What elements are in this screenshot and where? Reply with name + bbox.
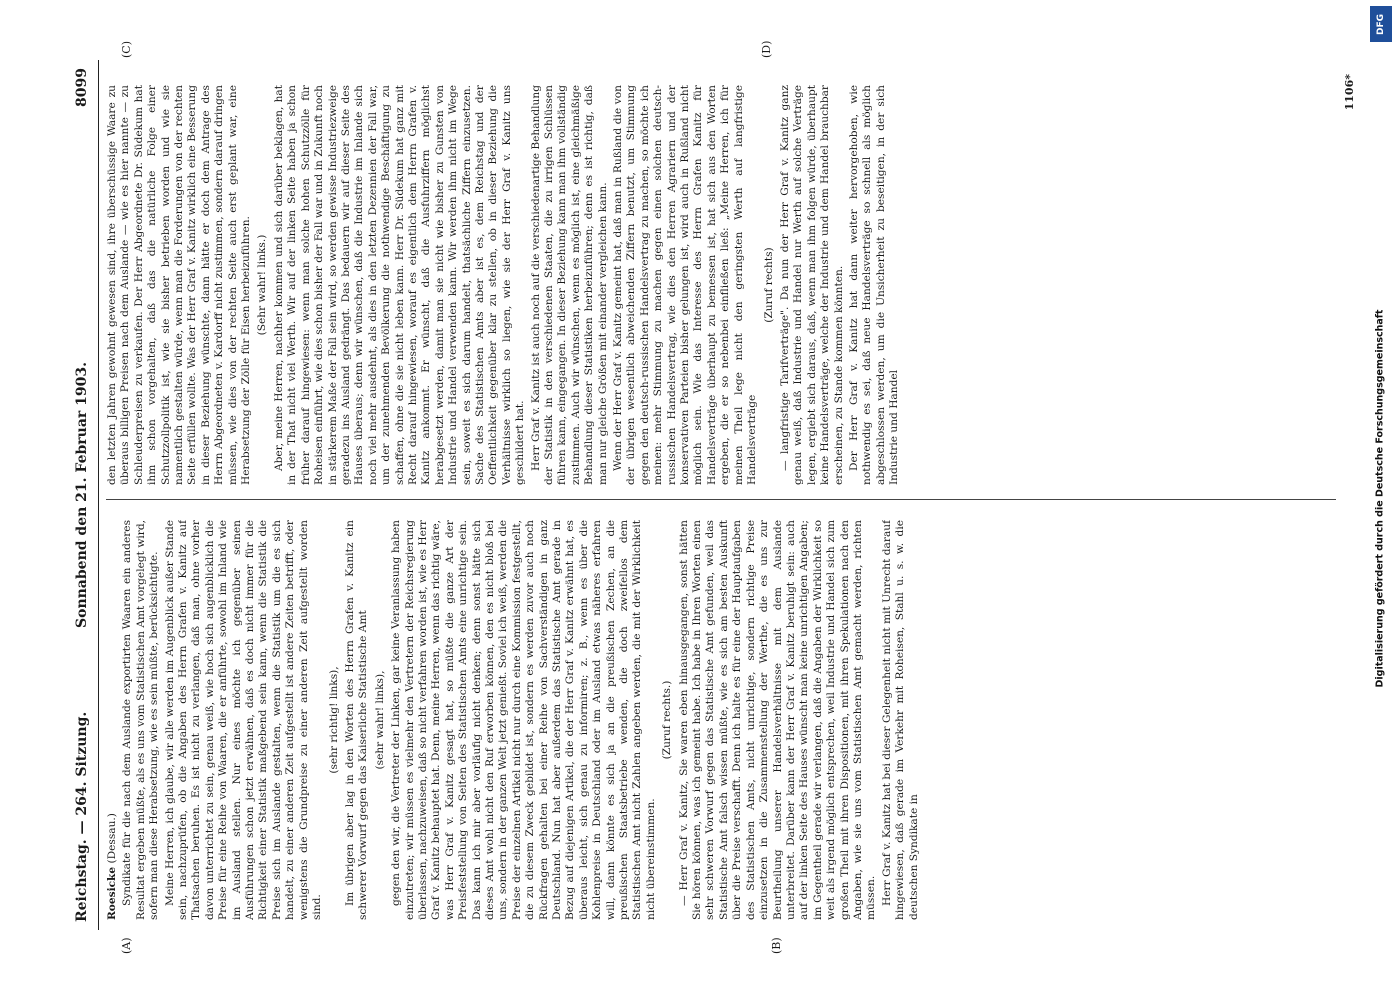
signature-mark: 1106* <box>1343 74 1356 111</box>
newspaper-page <box>70 40 1360 954</box>
paragraph: Herr Graf v. Kanitz hat bei dieser Gelegenheit nicht mit Unrecht darauf hingewiesen, daß gerade im Verkehr mit Roheisen, Stahl u. s. w. die deutschen Syndikate in <box>880 520 920 920</box>
interjection: (Sehr wahr! links.) <box>256 234 269 336</box>
speaker-name: Roesicke <box>106 866 118 920</box>
paragraph: Herr Graf v. Kanitz ist auch noch auf die verschiedenartige Behandlung der Statistik in den verschiedenen Staaten, die zu irrigen Schlüssen führen kann, eingegangen. In dieser Beziehung kann man ihm vollständig zustimmen. Auch wir wünschen, wenn es möglich ist, eine gleichmäßige Behandlung dieser Statistiken herbeizuführen; denn es ist richtig, daß man nur gleiche Größen mit einander vergleichen kann. <box>529 85 609 485</box>
column-divider <box>106 499 1336 500</box>
paragraph: Im übrigen aber lag in den Worten des Herrn Grafen v. Kanitz ein schwerer Vorwurf gegen das Kaiserliche Statistische Amt <box>343 520 370 920</box>
page-number: 8099 <box>74 68 90 107</box>
speaker-line <box>106 520 119 920</box>
digitization-text: Digitalisierung gefördert durch die Deutsche Forschungsgemeinschaft <box>1374 309 1386 688</box>
margin-marker-b: (B) <box>770 937 783 954</box>
paragraph: Syndikate für die nach dem Auslande exportirten Waaren ein anderes Resultat ergeben müßte, als es uns vom Statistischen Amt vorgelegt wird, sofern man diese Herabsetzung, wie es sein müßte, berücksichtigte. <box>121 520 161 920</box>
paragraph: — langfristige Tarifverträge". Da nun der Herr Graf v. Kanitz ganz genau weiß, daß Industrie und Handel nur Werth auf solche Verträge legen, ergiebt sich daraus, daß, wenn man ihm folgen würde, überhaupt keine Handelsverträge, welche der Industrie und dem Handel brauchbar erscheinen, zu Stande kommen könnten. <box>778 85 845 485</box>
right-column <box>106 85 1336 485</box>
interjection: (Zuruf rechts) <box>762 247 775 323</box>
paragraph: Meine Herren, ich glaube, wir alle werden im Augenblick außer Stande sein, nachzuprüfen, ob die Angaben des Herrn Grafen v. Kanitz auf Thatsachen beruhen. Es ist nicht zu verlangen, daß man, ohne vorher davon unterrichtet zu sein, genau weiß, wie hoch sich augenblicklich die Preise für eine Reihe von Waaren, die er anführte, sowohl im Inland wie im Ausland stellen. Nur eines möchte ich gegenüber seinen Ausführungen schon jetzt erwähnen, daß es doch nicht immer für die Richtigkeit einer Statistik maßgebend sein kann, wenn die Statistik die Preise sich im Auslande gestalten, wenn die Statistik um die es sich handelt, zu einer anderen Zeit aufgestellt ist andere Zeiten betrifft, oder wenigstens die Grundpreise zu einer anderen Zeit aufgestellt worden sind. <box>163 520 324 920</box>
speaker-party: (Dessau.) <box>106 813 118 864</box>
interjection: (sehr richtig! links), <box>327 666 340 774</box>
paragraph: — Herr Graf v. Kanitz, Sie waren eben hinausgegangen, sonst hätten Sie hören können, was ich gemeint habe. Ich habe in Ihren Worten einen sehr schweren Vorwurf gegen das Statistische Amt gefunden, weil das Statistische Amt falsch wissen müßte, wie es sich am besten Auskunft über die Preise verschafft. Denn ich halte es für eine der Hauptaufgaben des Statistischen Amts, nicht unrichtige, sondern richtige Preise einzusetzen in die Zusammenstellung der Werthe, die es uns zur Beurtheilung unserer Handelsverhältnisse mit dem Auslande unterbreitet. Darüber kann der Herr Graf v. Kanitz beruhigt sein: auch auf der linken Seite des Hauses wünscht man keine unrichtigen Angaben; im Gegentheil gerade wir verlangen, daß die Angaben der Wirklichkeit so weit als irgend möglich entsprechen, weil Industrie und Handel sich zum großen Theil mit ihren Dispositionen, mit ihren Spekulationen nach den Angaben, wie sie uns vom Statistischen Amt gemacht werden, richten müssen. <box>677 520 878 920</box>
header-left: Reichstag. — 264. Sitzung. <box>74 711 90 922</box>
header-date: Sonnabend den 21. Februar 1903. <box>74 362 90 628</box>
dfg-logo: DFG <box>1370 6 1392 42</box>
interjection: (sehr wahr! links), <box>373 670 386 770</box>
margin-marker-c: (C) <box>120 41 133 58</box>
page-header <box>70 60 99 930</box>
interjection: (Zuruf rechts.) <box>661 680 674 760</box>
paragraph: Aber, meine Herren, nachher kommen und sich darüber beklagen, hat in der That nicht viel Werth. Wir auf der linken Seite haben ja schon früher darauf hingewiesen: wenn man solche hohen Schutzzölle für Roheisen einführt, wie dies schon bisher der Fall war und in Zukunft noch in stärkerem Maße der Fall sein wird, so werden gewisse Industriezweige geradezu ins Ausland gedrängt. Das bedauern wir auf dieser Seite des Hauses überaus; denn wir wünschen, daß die Industrie im Inlande sich noch viel mehr ausdehnt, als dies in den letzten Dezennien der Fall war, um der zunehmenden Bevölkerung die nothwendige Beschäftigung zu schaffen, ohne die sie nicht leben kann. Herr Dr. Südekum hat ganz mit Recht darauf hingewiesen, worauf es eigentlich dem Herrn Grafen v. Kanitz ankommt. Er wünscht, daß die Ausfuhrziffern möglichst herabgesetzt werden, damit man sie nicht wie bisher zu Gunsten von Industrie und Handel verwenden kann. Wir werden ihm nicht im Wege sein, soweit es sich darum handelt, thatsächliche Ziffern einzusetzen. Sache des Statistischen Amts aber ist es, dem Reichstag und der Oeffentlichkeit gegenüber klar zu stellen, ob in dieser Beziehung die Verhältnisse wirklich so liegen, wie sie der Herr Graf v. Kanitz uns geschildert hat. <box>272 85 527 485</box>
paragraph: den letzten Jahren gewohnt gewesen sind, ihre überschüssige Waare zu überaus billigen Preisen nach dem Auslande — wie es hier nannte — zu Schleuderpreisen zu verkaufen. Der Herr Abgeordnete Dr. Südekum hat ihm schon vorgehalten, daß das die natürliche Folge einer Schutzzollpolitik ist, wie sie bisher betrieben worden und wie sie namentlich gestalten würde, wenn man die Forderungen von der rechten Seite erfüllen wollte. Was der Herr Graf v. Kanitz wirklich eine Besserung in dieser Beziehung wünschte, dann hätte er doch dem Antrage des Herrn Abgeordneten v. Kardorff nicht zustimmen, sondern darauf dringen müssen, wie dies von der rechten Seite auch erst geplant war, eine Herabsetzung der Zölle für Eisen herbeizuführen. <box>106 85 253 485</box>
paragraph: Der Herr Graf v. Kanitz hat dann weiter hervorgehoben, wie nothwendig es sei, daß neue Handelsverträge so schnell als möglich abgeschlossen werden, um die Unsicherheit zu beseitigen, in der sich Industrie und Handel <box>847 85 901 485</box>
margin-marker-a: (A) <box>120 937 133 954</box>
paragraph: Wenn der Herr Graf v. Kanitz gemeint hat, daß man in Rußland die von der übrigen wesentlich abweichenden Ziffern benutzt, um Stimmung gegen den deutsch-russischen Handelsvertrag zu machen, so möchte ich meinen: mehr Stimmung zu machen gegen einen solchen deutsch-russischen Handelsvertrag, wie dies den Herren Agrariern und der konservativen Parteien bisher gelungen ist, wird auch in Rußland nicht möglich sein. Wie das Interesse des Herrn Grafen Kanitz für Handelsverträge überhaupt zu bemessen ist, hat sich aus den Worten ergeben, die er so nebenbei einfließen ließ: „Meine Herren, ich für meinen Theil lege nicht den geringsten Werth auf langfristige Handelsverträge <box>612 85 759 485</box>
digitization-note <box>1368 40 1392 960</box>
margin-marker-d: (D) <box>760 40 773 58</box>
rotated-page-content <box>70 40 1360 954</box>
left-column <box>106 520 1336 920</box>
paragraph: gegen den wir, die Vertreter der Linken, gar keine Veranlassung haben einzutreten; wir müssen es vielmehr den Vertretern der Reichsregierung überlassen, nachzuweisen, daß so nicht verfahren worden ist, wie es Herr Graf v. Kanitz behauptet hat. Denn, meine Herren, wenn das richtig wäre, was Herr Graf v. Kanitz gesagt hat, so müßte die ganze Art der Preisfeststellung von Seiten des Statistischen Amts eine unrichtige sein. Das kann ich mir aber vorläufig nicht denken; denn sonst hätte sich dieses Amt wohl nicht den Ruf erworben können, den es nicht bloß bei uns, sondern in der ganzen Welt jetzt genießt. Soviel ich weiß, werden die Preise der einzelnen Artikel nicht nur durch eine Kommission festgestellt, die zu diesem Zweck gebildet ist, sondern es werden zuvor auch noch Rückfragen gehalten bei einer Reihe von Sachverständigen in ganz Deutschland. Nun hat aber außerdem das Statistische Amt gerade in Bezug auf diejenigen Artikel, die der Herr Graf v. Kanitz erwähnt hat, es überaus leicht, sich genau zu informiren; z. B., wenn es über die Kohlenpreise in Deutschland oder im Ausland etwas näheres erfahren will, dann könnte es sich ja an die preußischen Zechen, an die preußischen Staatsbetriebe wenden, die doch zweifellos dem Statistischen Amt nicht Zahlen angeben werden, die mit der Wirklichkeit nicht übereinstimmen. <box>390 520 657 920</box>
